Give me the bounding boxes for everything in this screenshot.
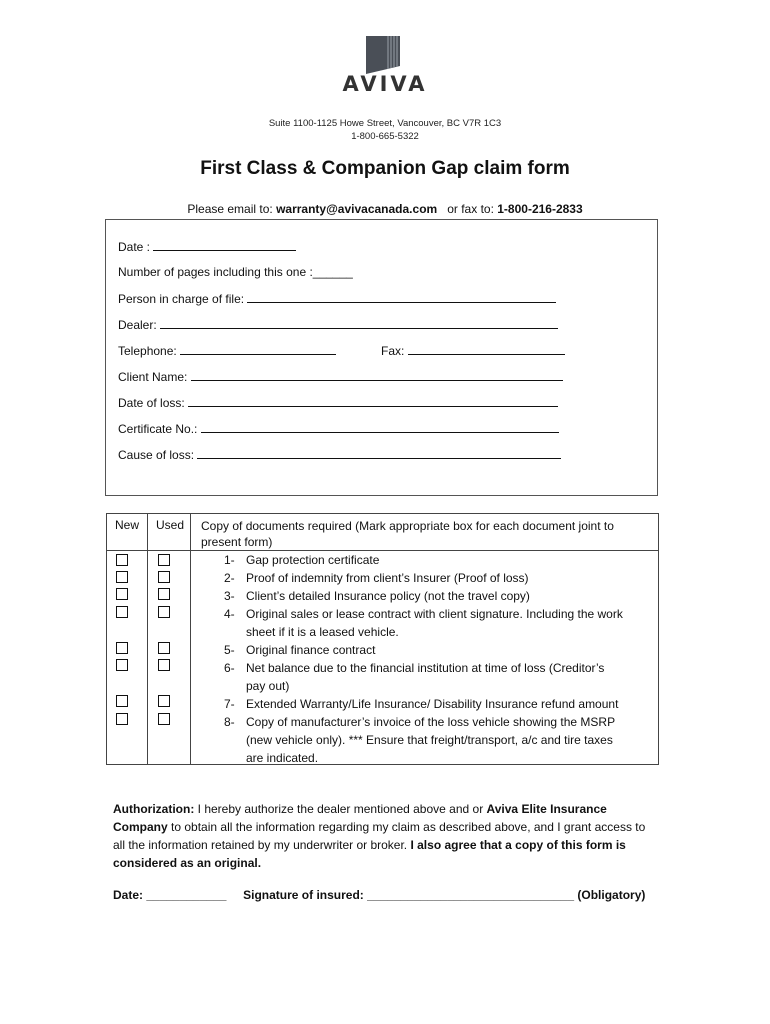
date-line[interactable] <box>153 239 296 251</box>
telephone-label: Telephone: <box>118 344 177 358</box>
pages-label: Number of pages including this one :______ <box>118 265 353 279</box>
loss-date-line[interactable] <box>188 395 558 407</box>
document-item <box>208 605 652 641</box>
client-field[interactable] <box>118 369 563 384</box>
person-line[interactable] <box>247 291 556 303</box>
certificate-line[interactable] <box>201 421 559 433</box>
pages-field[interactable] <box>118 265 353 279</box>
page-title: First Class & Companion Gap claim form <box>200 158 570 179</box>
col-new-header: New <box>115 518 140 532</box>
item-text <box>246 713 652 767</box>
signature-row <box>113 888 645 902</box>
item-number: 7- <box>224 697 235 711</box>
dealer-field[interactable] <box>118 317 558 332</box>
item-text <box>246 605 652 641</box>
item-number: 2- <box>224 571 235 585</box>
fax-field[interactable] <box>381 343 565 358</box>
item-text: Client’s detailed Insurance policy (not the travel copy) <box>246 589 530 603</box>
item-number: 4- <box>224 607 235 621</box>
loss-date-field[interactable] <box>118 395 558 410</box>
checkbox-used-1[interactable] <box>158 554 170 566</box>
loss-date-label: Date of loss: <box>118 396 185 410</box>
col-docs-header-line: present form) <box>201 535 273 549</box>
checkbox-used-5[interactable] <box>158 642 170 654</box>
item-number: 1- <box>224 553 235 567</box>
aviva-logo-mark-icon <box>366 36 400 74</box>
cause-line[interactable] <box>197 447 561 459</box>
fax-number: 1-800-216-2833 <box>497 202 583 216</box>
company-name: Aviva Elite Insurance Company <box>113 802 607 834</box>
date-label: Date : <box>118 240 151 254</box>
authorization-copy-note: I also agree that a copy of this form is considered as an original. <box>113 838 626 870</box>
item-text-line: (new vehicle only). *** Ensure that freight/transport, a/c and tire taxes <box>246 733 613 747</box>
checkbox-new-7[interactable] <box>116 695 128 707</box>
telephone-line[interactable] <box>180 343 336 355</box>
checkbox-new-1[interactable] <box>116 554 128 566</box>
certificate-field[interactable] <box>118 421 559 436</box>
item-text: Proof of indemnity from client’s Insurer (Proof of loss) <box>246 571 529 585</box>
item-number: 3- <box>224 589 235 603</box>
checkbox-new-4[interactable] <box>116 606 128 618</box>
address-line: Suite 1100-1125 Howe Street, Vancouver, BC V7R 1C3 <box>268 118 502 129</box>
table-divider <box>147 514 148 764</box>
item-text: Gap protection certificate <box>246 553 380 567</box>
item-text: Extended Warranty/Life Insurance/ Disability Insurance refund amount <box>246 697 619 711</box>
checkbox-used-8[interactable] <box>158 713 170 725</box>
obligatory-note: (Obligatory) <box>577 888 646 902</box>
item-text <box>246 659 652 695</box>
cause-field[interactable] <box>118 447 561 462</box>
item-text-line: Original sales or lease contract with client signature. Including the work <box>246 607 623 621</box>
date-field[interactable] <box>118 239 296 254</box>
fax-line[interactable] <box>408 343 565 355</box>
dealer-line[interactable] <box>160 317 558 329</box>
col-docs-header <box>201 518 652 550</box>
brand-name: AVIVA <box>342 72 428 96</box>
item-text-line: Copy of manufacturer’s invoice of the loss vehicle showing the MSRP <box>246 715 616 729</box>
checkbox-new-8[interactable] <box>116 713 128 725</box>
item-text: Original finance contract <box>246 643 376 657</box>
item-number: 5- <box>224 643 235 657</box>
email-prefix: Please email to: <box>187 202 273 216</box>
document-item <box>208 713 652 767</box>
checkbox-used-7[interactable] <box>158 695 170 707</box>
fax-label: Fax: <box>381 344 405 358</box>
checkbox-new-6[interactable] <box>116 659 128 671</box>
authorization-text: to obtain all the information regarding my claim as described above, and I grant access to all the information retained by my underwriter or broker. <box>113 820 646 852</box>
item-text-line: sheet if it is a leased vehicle. <box>246 625 399 639</box>
document-item <box>208 659 652 695</box>
email-link[interactable]: warranty@avivacanada.com <box>276 202 438 216</box>
documents-table <box>106 513 659 765</box>
client-line[interactable] <box>191 369 563 381</box>
checkbox-used-4[interactable] <box>158 606 170 618</box>
signature-field[interactable]: Signature of insured: _______________________________ <box>243 888 575 902</box>
item-text-line: Net balance due to the financial institution at time of loss (Creditor’s <box>246 661 605 675</box>
item-text-line: pay out) <box>246 679 290 693</box>
item-number: 6- <box>224 661 235 675</box>
contact-line <box>0 202 770 216</box>
person-field[interactable] <box>118 291 556 306</box>
checkbox-used-6[interactable] <box>158 659 170 671</box>
fax-prefix: or fax to: <box>447 202 494 216</box>
telephone-field[interactable] <box>118 343 336 358</box>
cause-label: Cause of loss: <box>118 448 195 462</box>
checkbox-new-2[interactable] <box>116 571 128 583</box>
person-label: Person in charge of file: <box>118 292 245 306</box>
authorization-paragraph <box>113 800 658 872</box>
dealer-label: Dealer: <box>118 318 157 332</box>
client-label: Client Name: <box>118 370 188 384</box>
col-docs-header-line: Copy of documents required (Mark appropriate box for each document joint to <box>201 519 614 533</box>
checkbox-used-2[interactable] <box>158 571 170 583</box>
item-number: 8- <box>224 715 235 729</box>
col-used-header: Used <box>156 518 185 532</box>
footer-date-field[interactable]: Date: ____________ <box>113 888 227 902</box>
certificate-label: Certificate No.: <box>118 422 198 436</box>
phone-line: 1-800-665-5322 <box>351 131 419 142</box>
table-divider <box>190 514 191 764</box>
checkbox-new-5[interactable] <box>116 642 128 654</box>
authorization-label: Authorization: <box>113 802 195 816</box>
authorization-text: I hereby authorize the dealer mentioned above and or <box>194 802 487 816</box>
item-text-line: are indicated. <box>246 751 319 765</box>
checkbox-new-3[interactable] <box>116 588 128 600</box>
claim-info-box <box>105 219 658 496</box>
checkbox-used-3[interactable] <box>158 588 170 600</box>
